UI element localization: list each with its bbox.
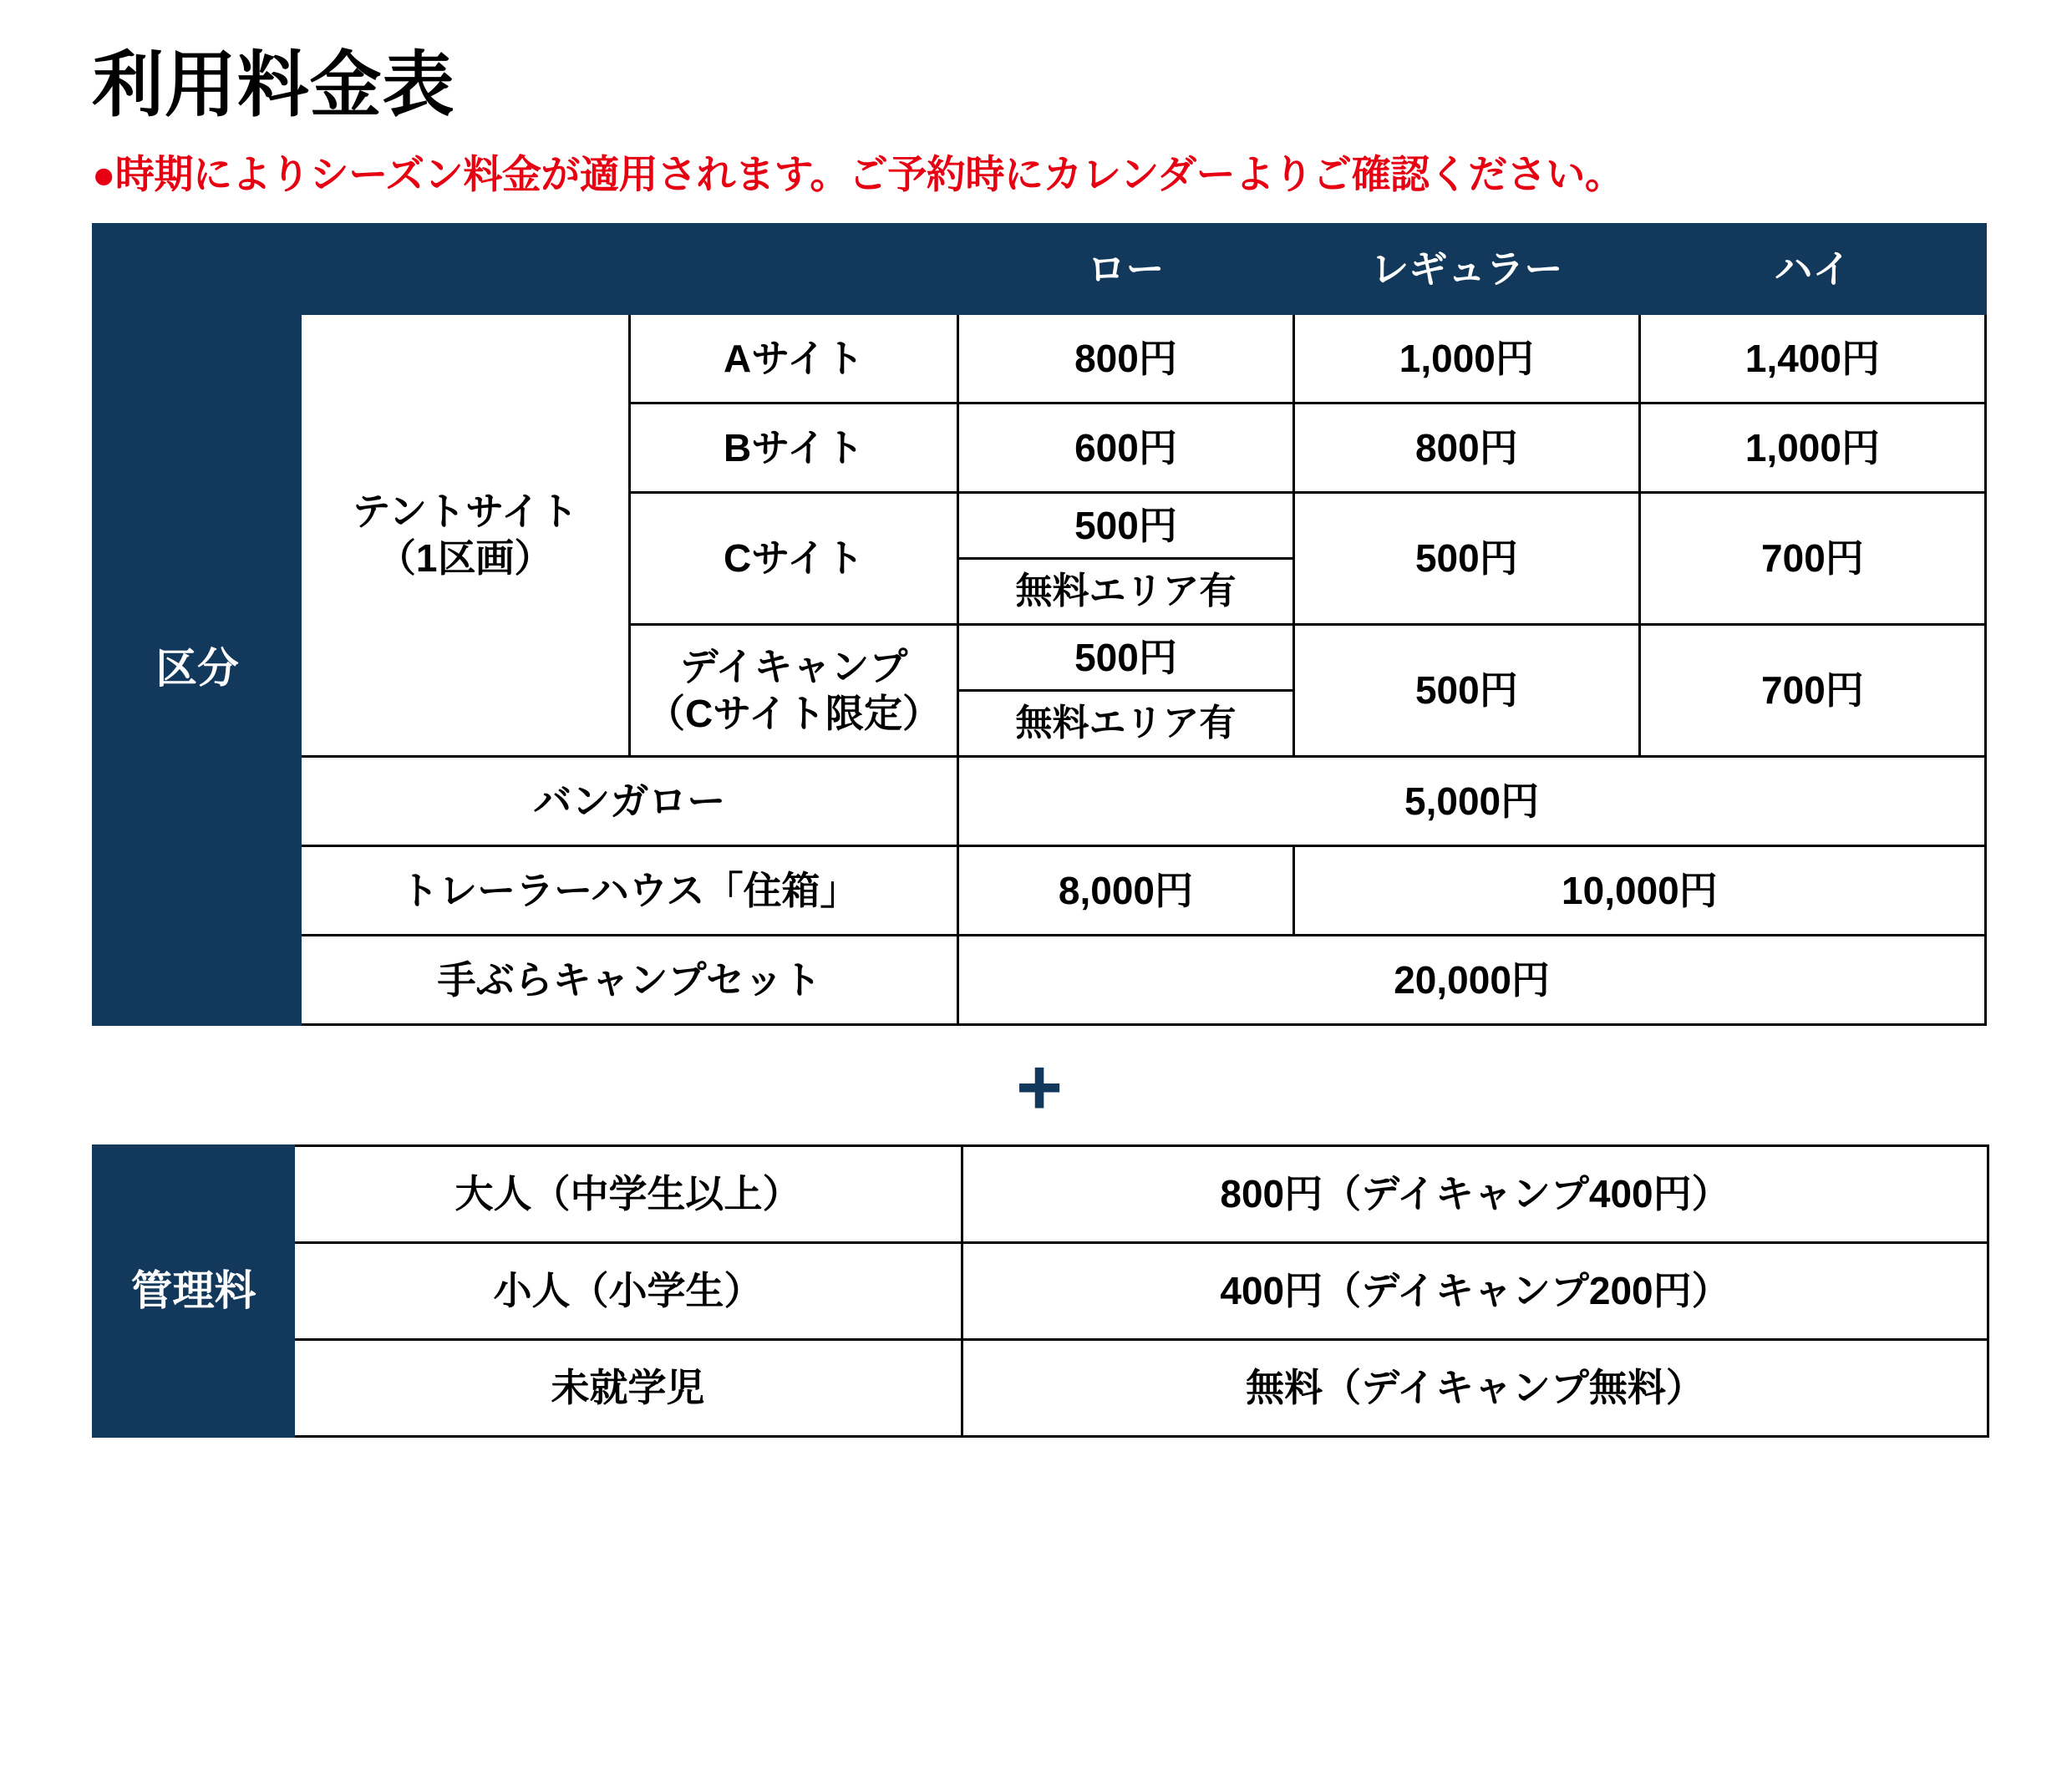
table-row [94,313,1986,403]
page-title: 利用料金表 [92,45,455,125]
section-label-kubun: 区分 [94,313,301,1024]
price-tebura-set: 20,000円 [958,935,1986,1024]
table-row [94,1339,1988,1436]
price-trailer-rest: 10,000円 [1293,845,1985,935]
tent-site-label-line1: テントサイト [352,489,578,533]
row-name-tebura-set: 手ぶらキャンプセット [301,935,958,1024]
table-row [94,1145,1988,1242]
price-child: 400円（デイキャンプ200円） [962,1242,1988,1339]
price-daycamp-regular: 500円 [1293,624,1639,756]
price-a-regular: 1,000円 [1293,313,1639,403]
row-name-day-camp [629,624,957,756]
header-season-high: ハイ [1639,224,1985,313]
price-adult: 800円（デイキャンプ400円） [962,1145,1988,1242]
price-b-low: 600円 [958,403,1294,492]
row-name-day-camp-line1: デイキャンプ [679,644,908,688]
row-name-adult: 大人（中学生以上） [294,1145,962,1242]
row-name-a-site: Aサイト [629,313,957,403]
tent-site-label [301,313,629,756]
row-name-c-site: Cサイト [629,492,957,624]
price-c-low: 500円 [958,492,1294,558]
price-a-high: 1,400円 [1639,313,1985,403]
price-c-low-note: 無料エリア有 [958,558,1294,624]
price-b-high: 1,000円 [1639,403,1985,492]
row-name-b-site: Bサイト [629,403,957,492]
price-daycamp-high: 700円 [1639,624,1985,756]
table-row [94,935,1986,1024]
fee-table-header-row [94,224,1986,313]
header-blank-2 [301,224,958,313]
price-c-high: 700円 [1639,492,1985,624]
price-c-regular: 500円 [1293,492,1639,624]
plus-symbol: + [1015,1042,1064,1132]
price-b-regular: 800円 [1293,403,1639,492]
header-season-regular: レギュラー [1293,224,1639,313]
season-notice: ●時期によりシーズン料金が適用されます。ご予約時にカレンダーよりご確認ください。 [92,151,1624,196]
row-name-trailer-house: トレーラーハウス「住箱」 [301,845,958,935]
header-blank-1 [94,224,301,313]
header-season-low: ロー [958,224,1294,313]
fee-table [92,223,1987,1026]
row-name-preschool: 未就学児 [294,1339,962,1436]
section-label-kanrihi: 管理料 [94,1145,294,1436]
price-bungalow: 5,000円 [958,756,1986,845]
table-row [94,756,1986,845]
row-name-bungalow: バンガロー [301,756,958,845]
table-row [94,1242,1988,1339]
row-name-day-camp-line2: （Cサイト限定） [646,692,941,736]
admin-fee-table [92,1144,1989,1438]
price-daycamp-low-note: 無料エリア有 [958,690,1294,756]
price-trailer-low: 8,000円 [958,845,1294,935]
table-row [94,845,1986,935]
row-name-child: 小人（小学生） [294,1242,962,1339]
price-a-low: 800円 [958,313,1294,403]
price-preschool: 無料（デイキャンプ無料） [962,1339,1988,1436]
price-daycamp-low: 500円 [958,624,1294,690]
tent-site-label-line2: （1区画） [377,536,553,581]
